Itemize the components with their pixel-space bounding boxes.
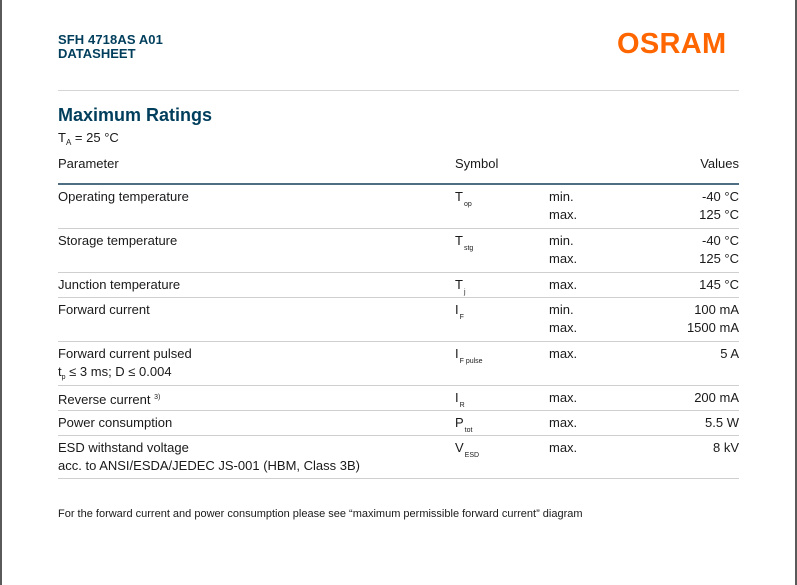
ambient-condition [58, 130, 119, 147]
column-header-symbol: Symbol [455, 156, 499, 171]
parameter-name: Forward current pulsed $t_p \le 3$ ms; D ≤ 0.004 [58, 346, 192, 381]
parameter-name: Forward current [58, 302, 150, 317]
symbol: $I_{F pulse}$ [455, 346, 483, 365]
values: 200 mA [694, 390, 739, 405]
values: 5 A [720, 346, 739, 361]
limit-labels: max. [549, 346, 578, 361]
parameter-name: Operating temperature [58, 189, 189, 204]
header-divider [58, 90, 739, 91]
table-row [58, 298, 739, 342]
values: 8 kV [712, 440, 739, 455]
column-header-values: Values [700, 156, 739, 171]
symbol: $T_{stg}$ [455, 233, 474, 252]
table-row [58, 185, 739, 229]
values: 145 °C [699, 277, 739, 292]
footnote: For the forward current and power consumption please see “maximum permissible forward current” diagram [58, 508, 583, 520]
symbol: $I_F$ [455, 302, 464, 321]
table-row [58, 229, 739, 273]
limit-labels: min. max. [549, 233, 578, 266]
page-frame-left [0, 0, 2, 585]
condition-value: = 25 °C [74, 130, 119, 145]
limit-labels: max. [549, 415, 578, 430]
parameter-name: Reverse current $^{3)}$ [58, 392, 161, 407]
parameter-name: Storage temperature [58, 233, 178, 248]
section-title: Maximum Ratings [58, 105, 213, 125]
values: -40 °C 125 °C [699, 233, 739, 266]
table-row [58, 411, 739, 436]
values: 100 mA 1500 mA [686, 302, 739, 335]
document-code: SFH 4718AS A01 [58, 32, 163, 47]
limit-labels: max. [549, 277, 578, 292]
table-row [58, 386, 739, 411]
symbol: $P_{tot}$ [455, 415, 473, 434]
symbol: $I_R$ [455, 390, 465, 409]
osram-logo: OSRAM [617, 28, 727, 60]
parameter-name: Power consumption [58, 415, 173, 430]
document-type: DATASHEET [58, 46, 136, 61]
limit-labels: min. max. [549, 189, 578, 222]
values: -40 °C 125 °C [699, 189, 739, 222]
table-row [58, 342, 739, 386]
table-row [58, 273, 739, 298]
column-header-parameter: Parameter [58, 156, 119, 171]
condition-subscript: A [65, 138, 72, 147]
parameter-name: ESD withstand voltage acc. to ANSI/ESDA/JEDEC JS-001 (HBM, Class 3B) [58, 440, 360, 473]
parameter-name: Junction temperature [58, 277, 181, 292]
limit-labels: max. [549, 440, 578, 455]
condition-symbol: T [58, 130, 66, 145]
symbol: $T_{op}$ [455, 189, 472, 208]
symbol: $V_{ESD}$ [455, 440, 480, 459]
values: 5.5 W [705, 415, 739, 430]
limit-labels: min. max. [549, 302, 578, 335]
table-row [58, 436, 739, 479]
limit-labels: max. [549, 390, 578, 405]
symbol: $T_j$ [455, 277, 466, 296]
